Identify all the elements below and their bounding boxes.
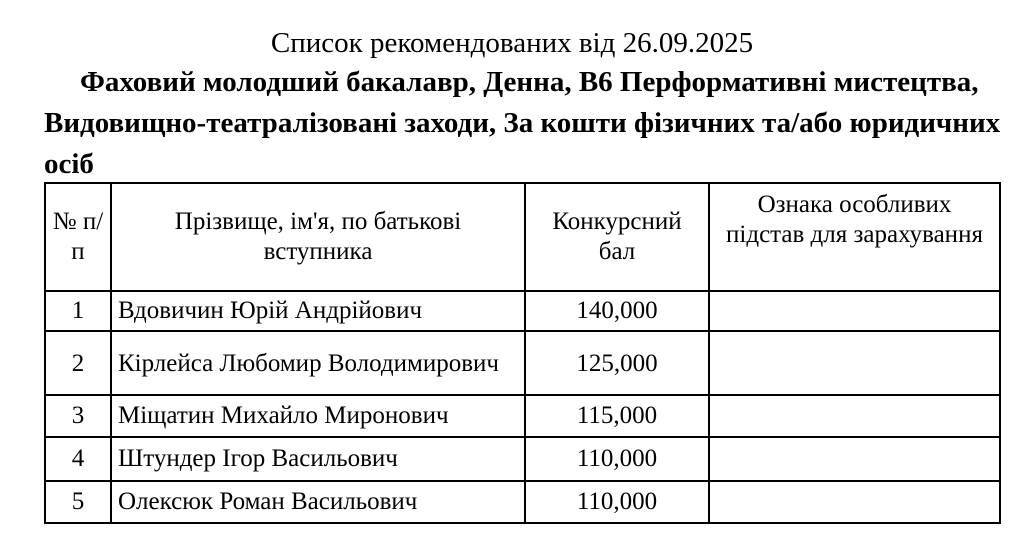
header-number: № п/п <box>45 183 111 291</box>
row-name: Олексюк Роман Васильович <box>111 481 525 523</box>
document-subtitle: Фаховий молодший бакалавр, Денна, B6 Перформативні мистецтва, Видовищно-театралізовані заходи, За кошти фізичних та/або юридичних осіб <box>44 66 1001 180</box>
document-title: Список рекомендованих від 26.09.2025 <box>270 27 754 59</box>
header-name: Прізвище, ім'я, по батькові вступника <box>111 183 525 291</box>
row-score: 110,000 <box>525 437 709 481</box>
table-row <box>45 331 1000 395</box>
row-number: 4 <box>45 437 111 481</box>
row-special <box>709 395 1000 437</box>
row-score: 115,000 <box>525 395 709 437</box>
row-score: 125,000 <box>525 331 709 395</box>
table-row <box>45 395 1000 437</box>
row-score: 140,000 <box>525 291 709 331</box>
row-name: Вдовичин Юрій Андрійович <box>111 291 525 331</box>
row-special <box>709 437 1000 481</box>
table-row <box>45 291 1000 331</box>
row-number: 5 <box>45 481 111 523</box>
row-special <box>709 331 1000 395</box>
row-name: Штундер Ігор Васильович <box>111 437 525 481</box>
row-number: 3 <box>45 395 111 437</box>
header-special: Ознака особливих підстав для зарахування <box>709 183 1000 291</box>
table-row <box>45 481 1000 523</box>
row-special <box>709 291 1000 331</box>
table-row <box>45 437 1000 481</box>
row-score: 110,000 <box>525 481 709 523</box>
recommended-list-table <box>44 182 1001 524</box>
row-name: Кірлейса Любомир Володимирович <box>111 331 525 395</box>
table-header-row <box>45 183 1000 291</box>
row-special <box>709 481 1000 523</box>
row-number: 2 <box>45 331 111 395</box>
row-name: Міщатин Михайло Миронович <box>111 395 525 437</box>
row-number: 1 <box>45 291 111 331</box>
header-score: Конкурсний бал <box>525 183 709 291</box>
